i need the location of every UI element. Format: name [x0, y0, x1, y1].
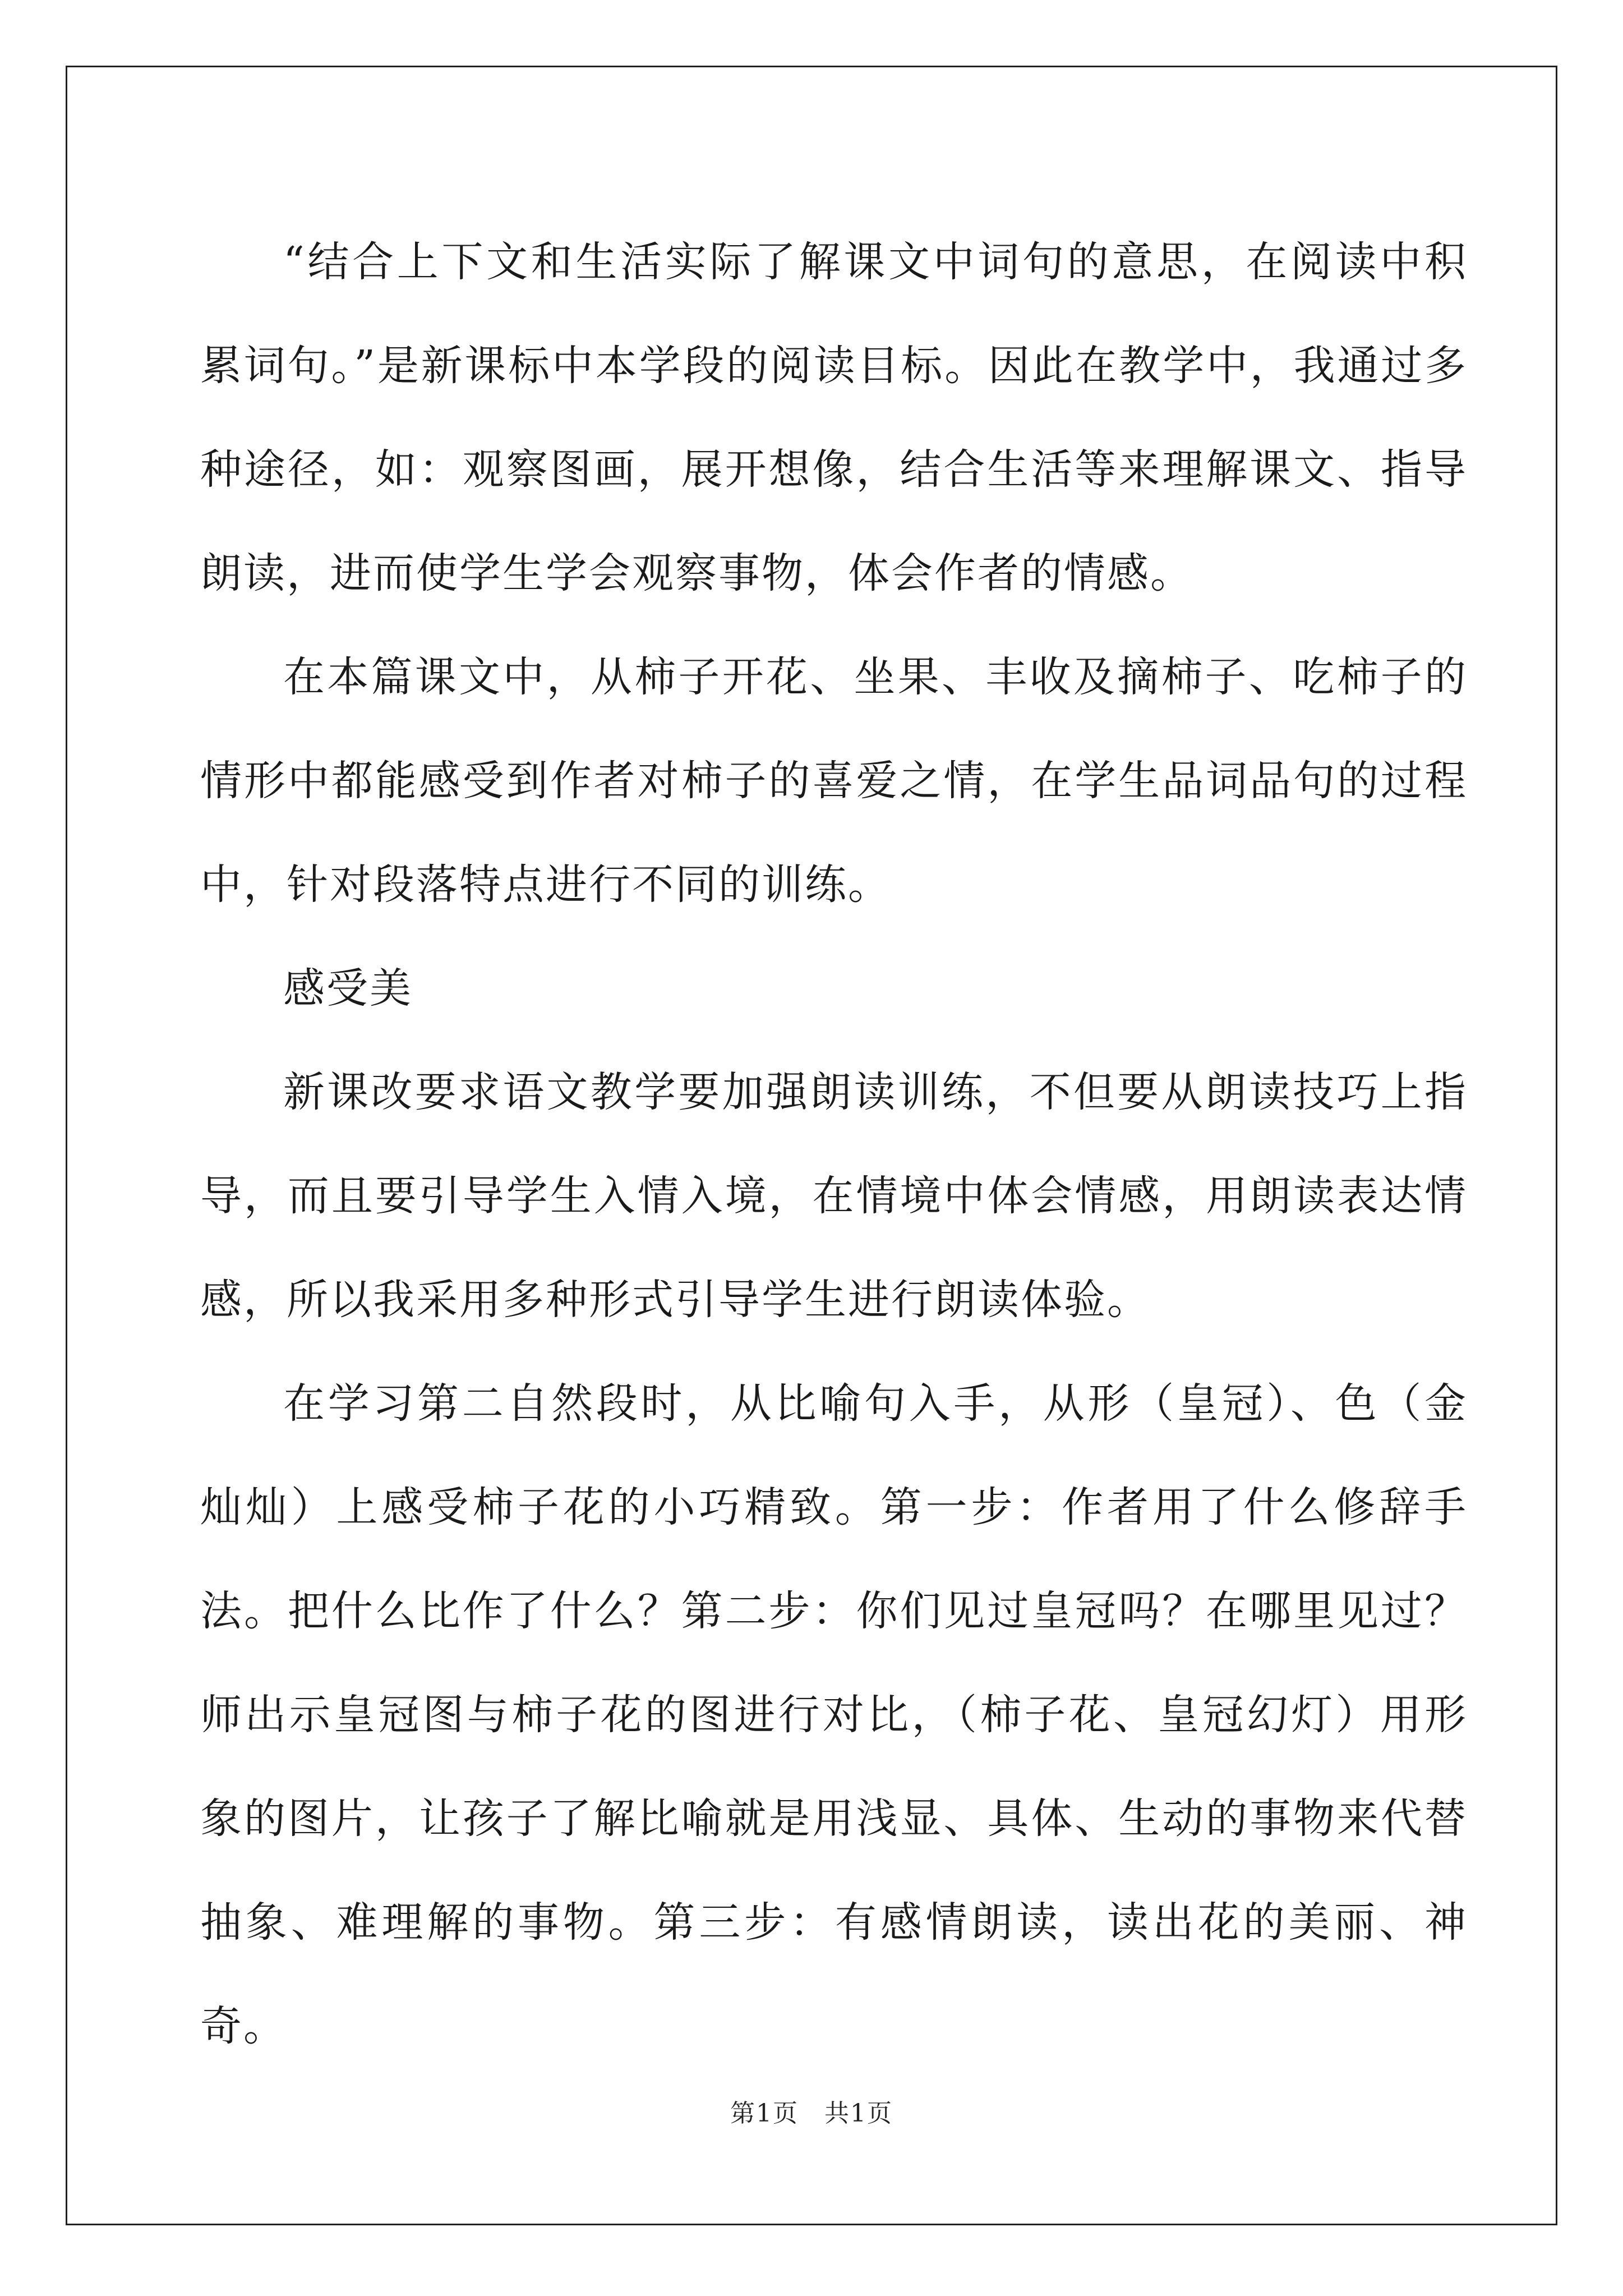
page-number-footer: 第1页 共1页 [730, 2099, 893, 2128]
section-heading-feel-beauty: 感受美 [283, 964, 413, 1013]
paragraph-reading-goal: “结合上下文和生活实际了解课文中词句的意思，在阅读中积累词句。”是新课标中本学段的阅读目标。因此在教学中，我通过多种途径，如：观察图画，展开想像，结合生活等来理解课文、指导朗读，进而使学生学会观察事物，体会作者的情感。 [200, 238, 1468, 597]
paragraph-second-section-study: 在学习第二自然段时，从比喻句入手，从形（皇冠）、色（金灿灿）上感受柿子花的小巧精致。第一步：作者用了什么修辞手法。把什么比作了什么？第二步：你们见过皇冠吗？在哪里见过？师出示皇冠图与柿子花的图进行对比，（柿子花、皇冠幻灯）用形象的图片，让孩子了解比喻就是用浅显、具体、生动的事物来代替抽象、难理解的事物。第三步：有感情朗读，读出花的美丽、神奇。 [200, 1379, 1468, 2050]
paragraph-reading-training: 新课改要求语文教学要加强朗读训练，不但要从朗读技巧上指导，而且要引导学生入情入境，在情境中体会情感，用朗读表达情感，所以我采用多种形式引导学生进行朗读体验。 [200, 1068, 1468, 1324]
paragraph-persimmon-love: 在本篇课文中，从柿子开花、坐果、丰收及摘柿子、吃柿子的情形中都能感受到作者对柿子的喜爱之情，在学生品词品句的过程中，针对段落特点进行不同的训练。 [200, 653, 1468, 909]
document-body [200, 210, 1468, 2078]
